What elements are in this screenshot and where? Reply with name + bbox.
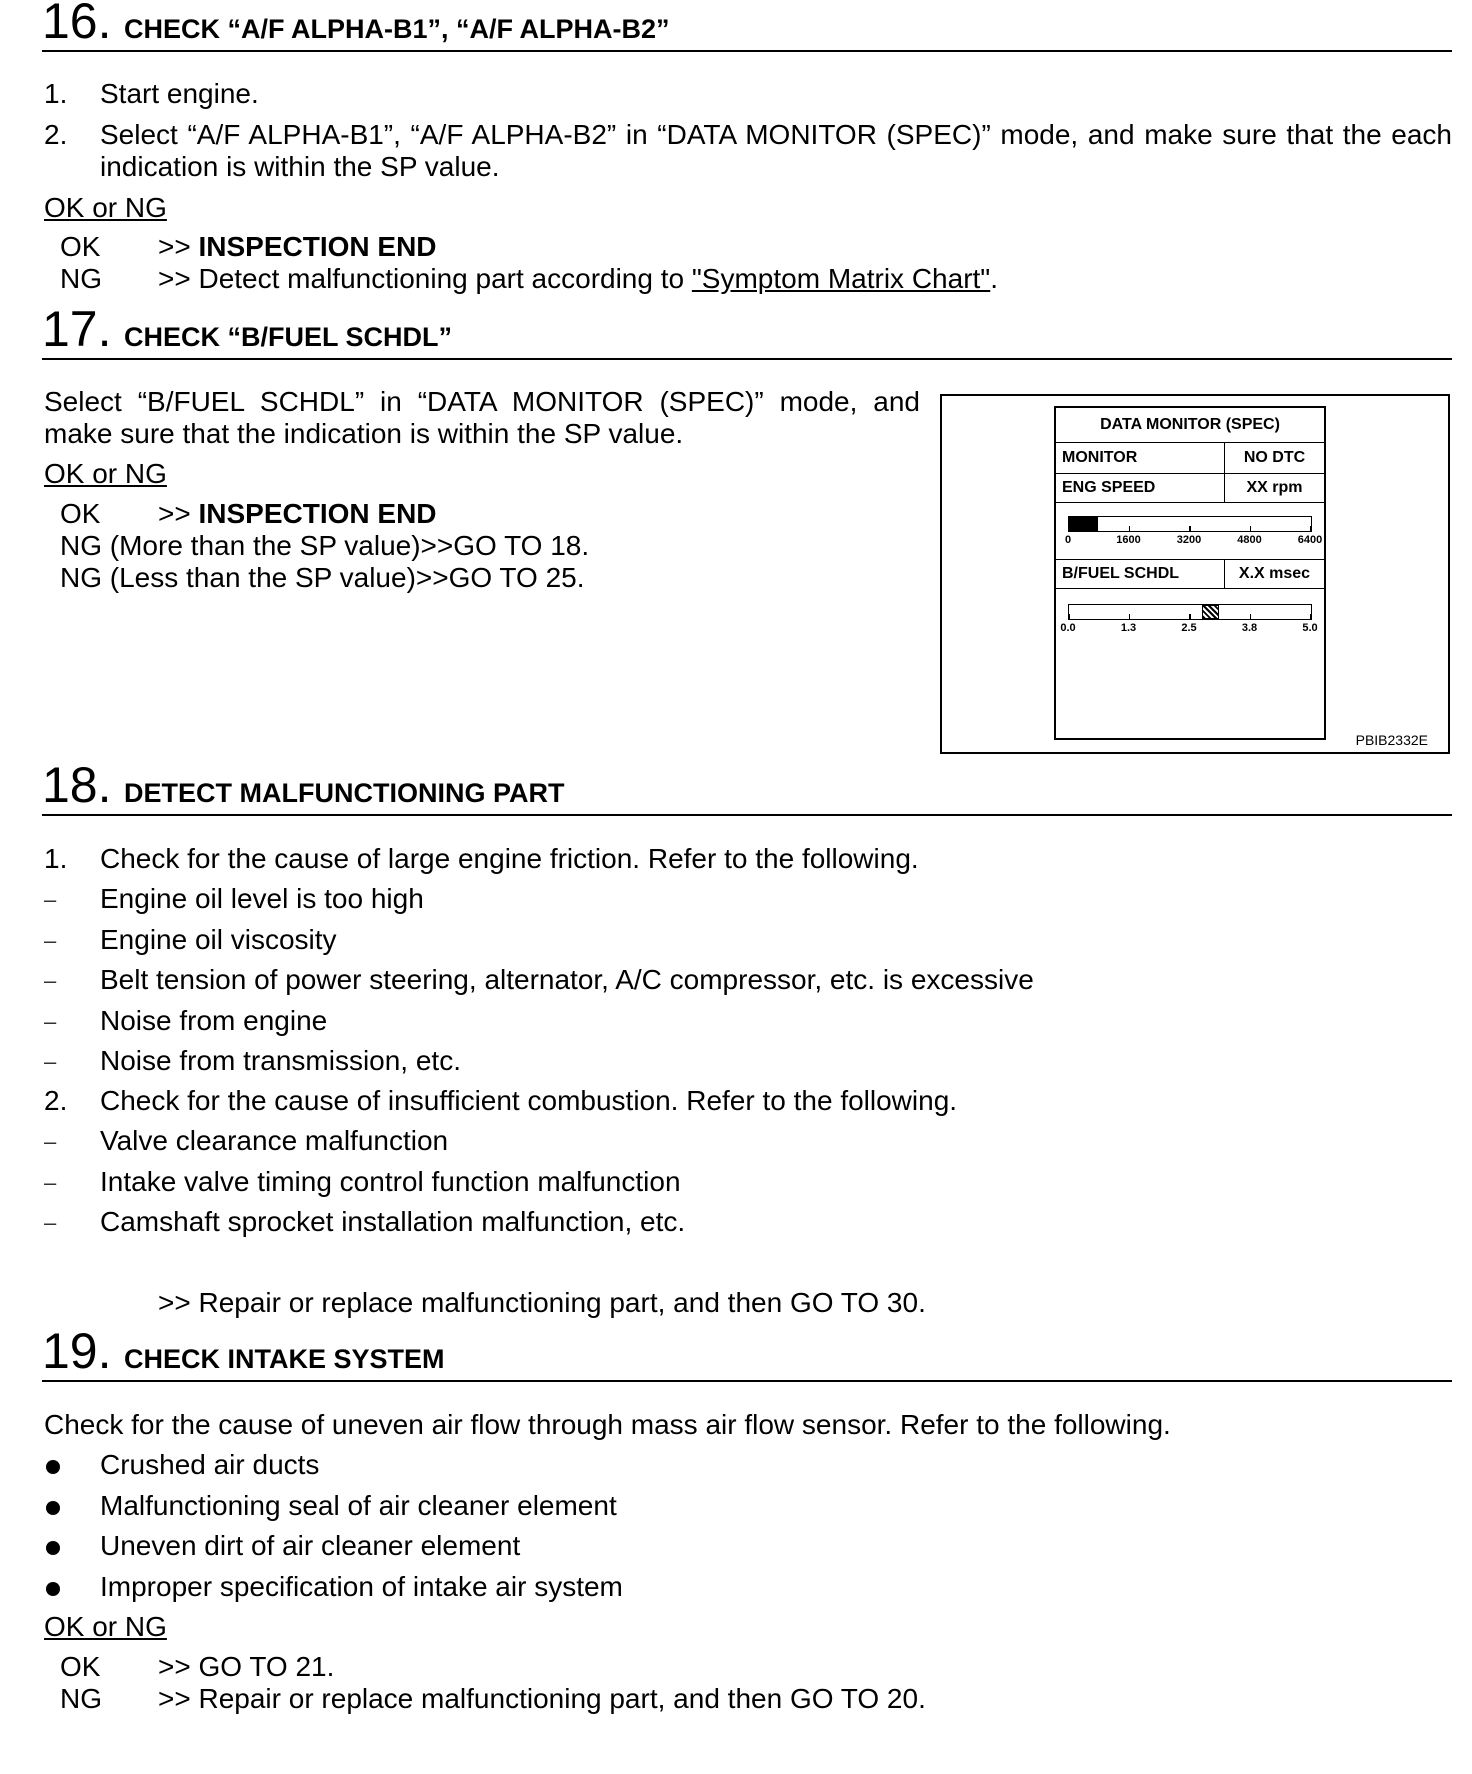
- dash-marker: –: [44, 927, 57, 953]
- list-item: Engine oil level is too high: [100, 883, 424, 914]
- bfuel-value: X.X msec: [1224, 560, 1324, 588]
- list-item: Valve clearance malfunction: [100, 1125, 449, 1156]
- section-title: CHECK “A/F ALPHA-B1”, “A/F ALPHA-B2”: [124, 14, 670, 44]
- ok-or-ng-label: OK or NG: [44, 458, 167, 489]
- section-title: CHECK INTAKE SYSTEM: [124, 1344, 445, 1374]
- list-item: Noise from transmission, etc.: [100, 1045, 461, 1076]
- ng-result: >> Detect malfunctioning part according to "Symptom Matrix Chart".: [158, 263, 999, 294]
- section-16-header: [42, 2, 1452, 52]
- gauge-tick: [1310, 614, 1312, 620]
- figure-code: PBIB2332E: [1355, 732, 1428, 748]
- gauge-tick-label: 5.0: [1302, 622, 1318, 634]
- section-number: 16.: [42, 0, 112, 49]
- section-17-header: [42, 301, 1452, 360]
- dash-marker: –: [44, 887, 57, 912]
- section-body: Select “B/FUEL SCHDL” in “DATA MONITOR (SPEC)” mode, and make sure that the indication is within the SP value.: [44, 386, 920, 449]
- step-number: 2.: [44, 119, 68, 150]
- screen-title: DATA MONITOR (SPEC): [1056, 408, 1324, 443]
- ng-result-less: NG (Less than the SP value)>>GO TO 25.: [60, 562, 585, 593]
- screen-header-row: [1056, 443, 1324, 474]
- gauge-tick-label: 0: [1064, 534, 1072, 546]
- dash-marker: –: [44, 1049, 57, 1074]
- bullet-icon: [46, 1582, 60, 1596]
- step-text: Check for the cause of insufficient combustion. Refer to the following.: [100, 1085, 958, 1116]
- eng-speed-row: [1056, 474, 1324, 503]
- list-item: Intake valve timing control function malfunction: [100, 1165, 681, 1197]
- ng-result-more: NG (More than the SP value)>>GO TO 18.: [60, 530, 590, 561]
- bfuel-label: B/FUEL SCHDL: [1062, 565, 1180, 582]
- step-text: Check for the cause of large engine friction. Refer to the following.: [100, 843, 919, 874]
- dtc-status: NO DTC: [1224, 443, 1324, 473]
- ng-label: NG: [60, 263, 102, 294]
- bfuel-gauge-row: [1056, 589, 1324, 645]
- repair-result: >> Repair or replace malfunctioning part, and then GO TO 30.: [158, 1287, 926, 1318]
- gauge-tick: [1189, 526, 1191, 532]
- step-number: 2.: [44, 1085, 68, 1116]
- ok-or-ng-label: OK or NG: [44, 1611, 167, 1642]
- monitor-column-label: MONITOR: [1062, 449, 1138, 466]
- gauge-tick: [1129, 526, 1131, 532]
- ok-or-ng-label: OK or NG: [44, 192, 167, 223]
- ng-result: >> Repair or replace malfunctioning part, and then GO TO 20.: [158, 1683, 926, 1714]
- gauge-tick-label: 4800: [1237, 534, 1262, 546]
- bullet-icon: [46, 1501, 60, 1515]
- list-item: Improper specification of intake air system: [100, 1570, 623, 1602]
- gauge-tick-label: 1600: [1116, 534, 1141, 546]
- step-number: 1.: [44, 843, 68, 874]
- section-number: 19.: [42, 1323, 112, 1379]
- list-item: Belt tension of power steering, alternator, A/C compressor, etc. is excessive: [100, 964, 1034, 995]
- list-item: Malfunctioning seal of air cleaner element: [100, 1489, 617, 1521]
- section-number: 17.: [42, 301, 112, 357]
- eng-speed-value: XX rpm: [1224, 474, 1324, 502]
- gauge-tick-label: 2.5: [1181, 622, 1197, 634]
- ok-result: >> INSPECTION END: [158, 231, 437, 262]
- dash-marker: –: [44, 1210, 57, 1235]
- symptom-matrix-link[interactable]: "Symptom Matrix Chart": [691, 263, 991, 294]
- ok-label: OK: [60, 498, 101, 529]
- gauge-tick-label: 6400: [1297, 534, 1323, 546]
- ng-label: NG: [60, 1683, 102, 1714]
- gauge-tick-label: 3200: [1176, 534, 1202, 546]
- dash-marker: –: [44, 1008, 57, 1034]
- gauge-tick: [1310, 526, 1312, 532]
- ok-result: >> INSPECTION END: [158, 498, 437, 529]
- list-item: Engine oil viscosity: [100, 923, 337, 955]
- section-body: Check for the cause of uneven air flow through mass air flow sensor. Refer to the following.: [44, 1409, 1171, 1440]
- list-item: Uneven dirt of air cleaner element: [100, 1530, 521, 1561]
- bullet-icon: [46, 1460, 60, 1474]
- step-text: Start engine.: [100, 78, 259, 109]
- bullet-icon: [46, 1541, 60, 1555]
- gauge-tick: [1068, 526, 1070, 532]
- list-item: Crushed air ducts: [100, 1449, 320, 1480]
- list-item: Camshaft sprocket installation malfunction, etc.: [100, 1206, 686, 1237]
- section-19-header: [42, 1323, 1452, 1382]
- section-number: 18.: [42, 757, 112, 813]
- gauge-tick-label: 0.0: [1060, 622, 1076, 634]
- gauge-tick: [1189, 614, 1191, 620]
- gauge-tick-label: 3.8: [1241, 622, 1258, 634]
- dash-marker: –: [44, 968, 57, 993]
- eng-speed-gauge-row: [1056, 503, 1324, 560]
- gauge-tick-label: 1.3: [1120, 622, 1137, 634]
- section-title: CHECK “B/FUEL SCHDL”: [124, 322, 453, 352]
- ok-label: OK: [60, 1651, 101, 1682]
- list-item: Noise from engine: [100, 1004, 328, 1036]
- section-18-header: [42, 757, 1452, 816]
- ok-result: >> GO TO 21.: [158, 1651, 335, 1682]
- step-number: 1.: [44, 78, 68, 109]
- gauge-tick: [1250, 614, 1252, 620]
- eng-speed-label: ENG SPEED: [1062, 479, 1156, 496]
- step-text: Select “A/F ALPHA-B1”, “A/F ALPHA-B2” in “DATA MONITOR (SPEC)” mode, and make sure that the each indication is within the SP value.: [100, 119, 1452, 182]
- eng-speed-gauge-fill: [1069, 517, 1098, 531]
- bfuel-row: [1056, 560, 1324, 589]
- gauge-tick: [1250, 526, 1252, 532]
- bfuel-gauge-marker: [1202, 605, 1219, 619]
- dash-marker: –: [44, 1129, 57, 1154]
- ok-label: OK: [60, 231, 101, 262]
- section-title: DETECT MALFUNCTIONING PART: [124, 778, 565, 808]
- dash-marker: –: [44, 1169, 57, 1195]
- gauge-tick: [1068, 614, 1070, 620]
- data-monitor-screen: [1054, 406, 1326, 740]
- gauge-tick: [1129, 614, 1131, 620]
- data-monitor-figure: [940, 394, 1450, 754]
